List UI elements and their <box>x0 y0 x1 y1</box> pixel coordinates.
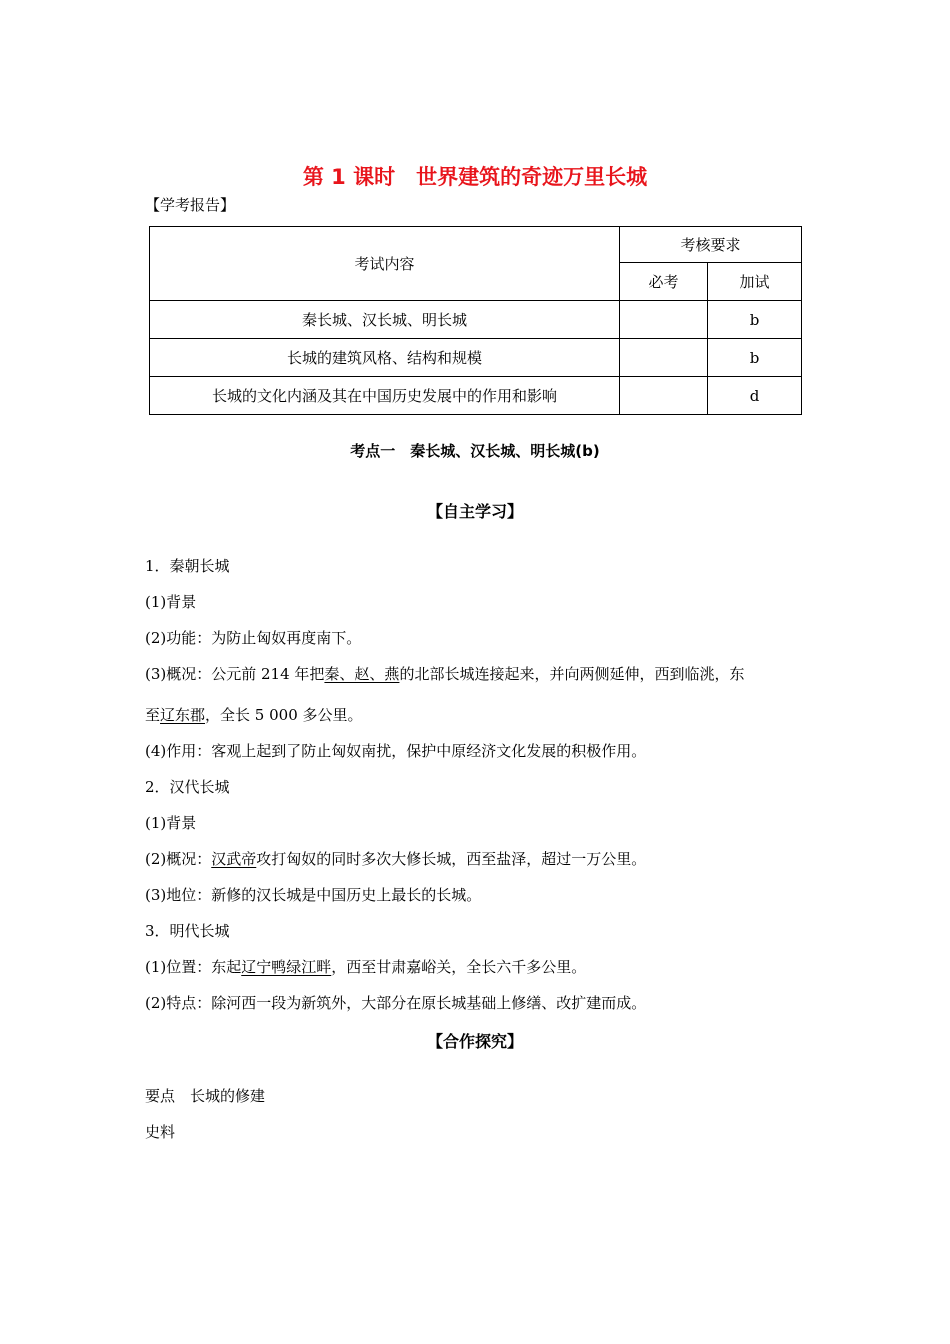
row-content: 长城的建筑风格、结构和规模 <box>150 339 620 377</box>
yalu-underline: 辽宁鸭绿江畔 <box>241 958 332 976</box>
row-extra: d <box>708 377 802 415</box>
qin-overview-line1: (3)概况：公元前 214 年把秦、赵、燕的北部长城连接起来，并向两侧延伸，西到临洮，东 <box>145 665 745 683</box>
ming-location: (1)位置：东起辽宁鸭绿江畔，西至甘肃嘉峪关，全长六千多公里。 <box>145 958 587 976</box>
row-content: 长城的文化内涵及其在中国历史发展中的作用和影响 <box>150 377 620 415</box>
header-requirement: 考核要求 <box>620 227 802 263</box>
han-background: (1)背景 <box>145 814 197 832</box>
table-row <box>150 301 802 339</box>
ming-feature: (2)特点：除河西一段为新筑外，大部分在原长城基础上修缮、改扩建而成。 <box>145 994 647 1012</box>
page-title: 第 1 课时 世界建筑的奇迹万里长城 <box>302 165 648 189</box>
key-point-heading: 考点一 秦长城、汉长城、明长城(b) <box>350 442 600 460</box>
self-study-heading: 【自主学习】 <box>426 502 523 521</box>
section-han-title: 2．汉代长城 <box>145 778 230 796</box>
requirements-table <box>149 226 802 415</box>
row-required <box>620 377 708 415</box>
row-content: 秦长城、汉长城、明长城 <box>150 301 620 339</box>
header-content: 考试内容 <box>150 227 620 301</box>
cooperation-heading: 【合作探究】 <box>426 1032 523 1051</box>
han-wudi-underline: 汉武帝 <box>211 850 257 868</box>
table-row <box>150 339 802 377</box>
qin-function: (2)功能：为防止匈奴再度南下。 <box>145 629 362 647</box>
section-ming-title: 3．明代长城 <box>145 922 230 940</box>
row-extra: b <box>708 301 802 339</box>
qin-background: (1)背景 <box>145 593 197 611</box>
material-label: 史料 <box>145 1123 176 1141</box>
han-overview: (2)概况：汉武帝攻打匈奴的同时多次大修长城，西至盐泽，超过一万公里。 <box>145 850 647 868</box>
point-label: 要点 长城的修建 <box>145 1087 266 1105</box>
section-qin-title: 1．秦朝长城 <box>145 557 230 575</box>
header-extra: 加试 <box>708 263 802 301</box>
row-required <box>620 339 708 377</box>
row-extra: b <box>708 339 802 377</box>
report-label: 【学考报告】 <box>145 196 236 214</box>
header-required: 必考 <box>620 263 708 301</box>
qin-overview-line2: 至辽东郡，全长 5 000 多公里。 <box>145 706 363 724</box>
han-status: (3)地位：新修的汉长城是中国历史上最长的长城。 <box>145 886 482 904</box>
row-required <box>620 301 708 339</box>
table-row <box>150 377 802 415</box>
qin-role: (4)作用：客观上起到了防止匈奴南扰，保护中原经济文化发展的积极作用。 <box>145 742 647 760</box>
liaodong-underline: 辽东郡 <box>160 706 206 724</box>
qin-states-underline: 秦、赵、燕 <box>324 665 400 683</box>
